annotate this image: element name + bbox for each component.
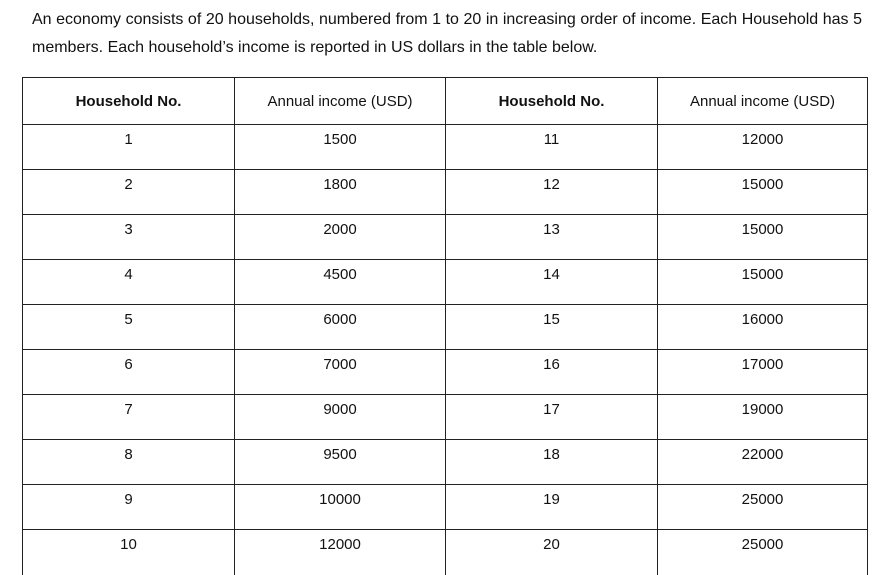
- income-cell: 6000: [235, 305, 446, 350]
- table-row: [23, 350, 868, 395]
- income-cell: 12000: [658, 125, 868, 170]
- income-cell: 2000: [235, 215, 446, 260]
- income-cell: 4500: [235, 260, 446, 305]
- household-no-cell: 20: [446, 530, 658, 575]
- income-cell: 1500: [235, 125, 446, 170]
- household-no-cell: 6: [23, 350, 235, 395]
- table-row: [23, 305, 868, 350]
- table-row: [23, 125, 868, 170]
- household-no-cell: 1: [23, 125, 235, 170]
- household-no-cell: 18: [446, 440, 658, 485]
- header-household-no-left: Household No.: [23, 78, 235, 125]
- household-no-cell: 4: [23, 260, 235, 305]
- household-no-cell: 8: [23, 440, 235, 485]
- household-no-cell: 2: [23, 170, 235, 215]
- household-no-cell: 5: [23, 305, 235, 350]
- household-no-cell: 19: [446, 485, 658, 530]
- household-no-cell: 15: [446, 305, 658, 350]
- income-cell: 9000: [235, 395, 446, 440]
- header-annual-income-left: Annual income (USD): [235, 78, 446, 125]
- income-cell: 19000: [658, 395, 868, 440]
- household-no-cell: 14: [446, 260, 658, 305]
- income-table: [22, 77, 868, 575]
- income-cell: 1800: [235, 170, 446, 215]
- table-row: [23, 440, 868, 485]
- intro-paragraph: An economy consists of 20 households, numbered from 1 to 20 in increasing order of income. Each Household has 5 members. Each household’s income is reported in US dollars in the table below.: [32, 11, 862, 56]
- household-no-cell: 10: [23, 530, 235, 575]
- header-annual-income-right: Annual income (USD): [658, 78, 868, 125]
- table-row: [23, 530, 868, 575]
- table-row: [23, 260, 868, 305]
- income-cell: 22000: [658, 440, 868, 485]
- income-cell: 7000: [235, 350, 446, 395]
- income-cell: 9500: [235, 440, 446, 485]
- income-cell: 15000: [658, 215, 868, 260]
- household-no-cell: 9: [23, 485, 235, 530]
- household-no-cell: 13: [446, 215, 658, 260]
- household-no-cell: 17: [446, 395, 658, 440]
- table-row: [23, 485, 868, 530]
- table-row: [23, 170, 868, 215]
- income-cell: 25000: [658, 530, 868, 575]
- income-cell: 17000: [658, 350, 868, 395]
- income-cell: 25000: [658, 485, 868, 530]
- table-header-row: [23, 78, 868, 125]
- income-cell: 10000: [235, 485, 446, 530]
- household-no-cell: 3: [23, 215, 235, 260]
- household-no-cell: 7: [23, 395, 235, 440]
- income-cell: 15000: [658, 260, 868, 305]
- income-cell: 16000: [658, 305, 868, 350]
- income-cell: 15000: [658, 170, 868, 215]
- household-no-cell: 16: [446, 350, 658, 395]
- household-no-cell: 11: [446, 125, 658, 170]
- table-row: [23, 395, 868, 440]
- income-cell: 12000: [235, 530, 446, 575]
- household-no-cell: 12: [446, 170, 658, 215]
- header-household-no-right: Household No.: [446, 78, 658, 125]
- table-row: [23, 215, 868, 260]
